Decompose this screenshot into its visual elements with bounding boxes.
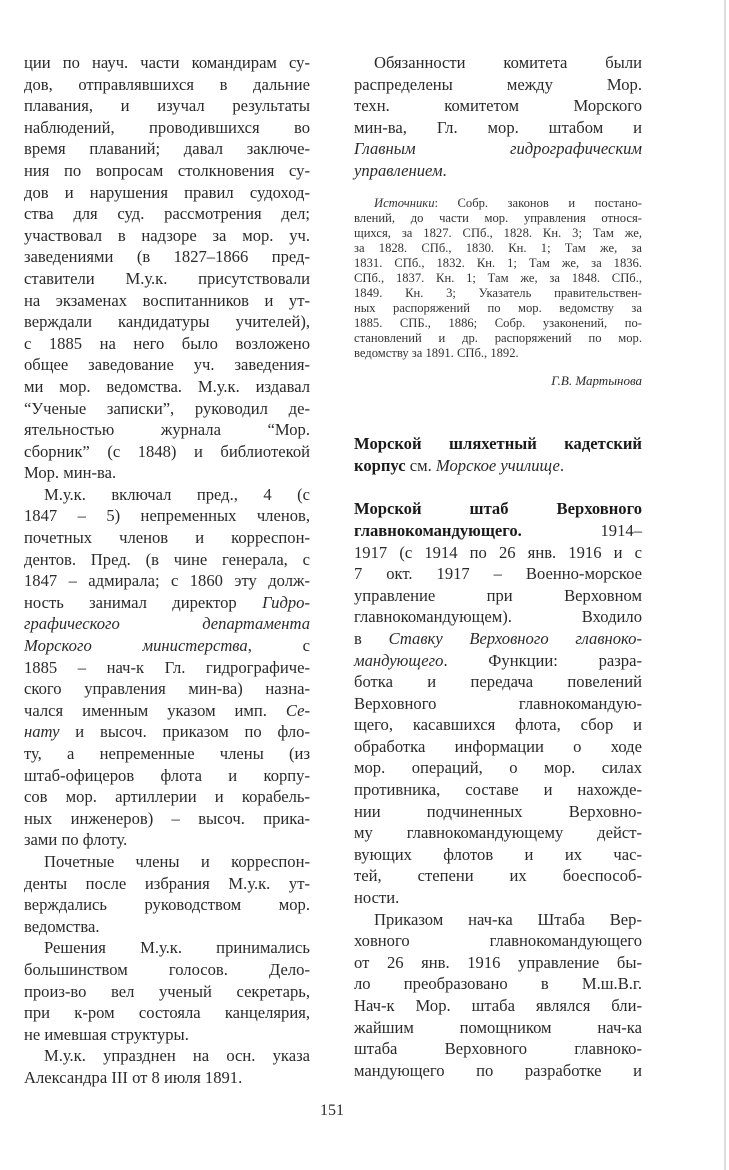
text-span: дов и нарушения правил судоход- (24, 182, 310, 202)
text-span: наблюдений, проводившихся во (24, 117, 310, 137)
text-line (24, 117, 310, 139)
text-line (354, 606, 642, 628)
text-span: верждали кандидатуры учителей), (24, 312, 310, 332)
text-span: ло преобразовано в М.ш.В.г. (354, 974, 642, 994)
page-edge-divider (724, 0, 726, 1170)
text-line (24, 657, 310, 679)
page-number: 151 (320, 1102, 344, 1119)
text-span: щихся, за 1827. СПб., 1828. Кн. 3; Там же, (354, 225, 642, 240)
text-span: , с (247, 636, 310, 656)
entry-heading (354, 498, 642, 908)
sources-block (354, 196, 642, 361)
text-line (354, 498, 642, 520)
text-span: ставители М.у.к. присутствовали (24, 268, 310, 288)
text-line (24, 182, 310, 204)
text-span: мор. операций, о мор. силах (354, 758, 642, 778)
text-span: техн. комитетом Морского (354, 96, 642, 116)
text-line (24, 808, 310, 830)
text-line (354, 211, 642, 226)
author-signature (354, 370, 642, 392)
text-line (24, 527, 310, 549)
text-line (354, 887, 642, 909)
text-line (24, 398, 310, 420)
text-span: на экзаменах воспитанников и ут- (24, 290, 310, 310)
text-line (24, 1002, 310, 1024)
text-span: с 1885 на него было возложено (24, 333, 310, 353)
text-line (24, 354, 310, 376)
text-line (24, 743, 310, 765)
paragraph (354, 52, 642, 182)
text-span: му главнокомандующему дейст- (354, 823, 642, 843)
entry-heading (354, 433, 642, 476)
italic-text: управлением (354, 160, 443, 180)
italic-text: нату (24, 722, 60, 742)
text-line (354, 433, 642, 455)
paragraph (24, 937, 310, 1045)
text-line (24, 246, 310, 268)
bold-term: Морской штаб Верховного (354, 499, 642, 519)
text-span: штаб-офицеров флота и корпу- (24, 765, 310, 785)
text-line (354, 714, 642, 736)
text-span: Мор. мин-ва. (24, 463, 117, 483)
paragraph (24, 1045, 310, 1088)
text-line (354, 585, 642, 607)
text-span: ту, а непременные члены (из (24, 744, 310, 763)
left-text-column (24, 52, 310, 1089)
bold-term: главнокомандующего. (354, 520, 522, 540)
paragraph (354, 909, 642, 1082)
text-span: мандующего по разработке и (354, 1060, 642, 1080)
text-span: управление при Верховном (354, 585, 642, 605)
text-line (24, 138, 310, 160)
italic-text: графического департамента (24, 614, 310, 634)
text-line (24, 203, 310, 225)
text-span: ности. (354, 888, 400, 908)
text-line (24, 160, 310, 182)
text-line (354, 995, 642, 1017)
text-line (354, 801, 642, 823)
text-line (24, 484, 310, 506)
text-span: главнокомандующем). Входило (354, 607, 642, 627)
text-line (24, 613, 310, 635)
text-line (354, 952, 642, 974)
text-line (24, 700, 310, 722)
text-line (354, 370, 642, 392)
text-line (354, 520, 642, 542)
text-span: ми мор. ведомства. М.у.к. издавал (24, 376, 310, 396)
text-line (354, 196, 642, 211)
text-span: денты после избрания М.у.к. ут- (24, 873, 310, 893)
text-span: участвовал в надзоре за мор. уч. (24, 225, 310, 245)
text-span: в (354, 628, 389, 648)
text-span: . (559, 455, 564, 475)
text-span: ния по вопросам столкновения су- (24, 160, 310, 180)
italic-text: Морского министерства (24, 636, 248, 656)
text-line (354, 346, 642, 361)
text-span: большинством голосов. Дело- (24, 959, 310, 979)
text-span: чался именным указом имп. (24, 700, 286, 720)
text-line (24, 829, 310, 851)
text-line (24, 333, 310, 355)
paragraph (24, 851, 310, 937)
text-line (354, 1017, 642, 1039)
text-line (354, 117, 642, 139)
text-span: влений, до части мор. управления относя- (354, 210, 642, 225)
text-line (354, 736, 642, 758)
text-span: штаба Верховного главноко- (354, 1039, 642, 1059)
text-line (354, 1038, 642, 1060)
text-span: мин-ва, Гл. мор. штабом и (354, 117, 642, 137)
text-span: ятельностью журнала “Мор. (24, 420, 310, 440)
text-span: : Собр. законов и постано- (434, 195, 642, 210)
text-span: Обязанности комитета были (374, 53, 642, 72)
text-line (24, 937, 310, 959)
text-line (354, 973, 642, 995)
text-span: дентов. Пред. (в чине генерала, с (24, 549, 310, 569)
text-line (24, 786, 310, 808)
text-span: ства для суд. рассмотрения дел; (24, 204, 310, 224)
text-span: 1847 – адмирала; с 1860 эту долж- (24, 571, 310, 591)
text-line (24, 765, 310, 787)
text-span: ботка и передача повелений (354, 672, 642, 692)
text-line (354, 671, 642, 693)
text-span: ского управления мин-ва) назна- (24, 679, 310, 699)
text-span: сборник” (с 1848) и библиотекой (24, 441, 310, 461)
text-line (354, 74, 642, 96)
text-line (24, 268, 310, 290)
text-line (354, 286, 642, 301)
text-span: 7 окт. 1917 – Военно-морское (354, 564, 642, 584)
text-span: сов мор. артиллерии и корабель- (24, 787, 310, 807)
text-line (354, 779, 642, 801)
text-line (24, 290, 310, 312)
text-span: 1914– (521, 520, 642, 540)
text-line (354, 542, 642, 564)
text-line (24, 873, 310, 895)
text-span: 1847 – 5) непременных членов, (24, 506, 310, 526)
text-span: распределены между Мор. (354, 74, 642, 94)
text-span: Решения М.у.к. принимались (44, 938, 310, 958)
text-span: 1885. СПБ., 1886; Собр. узаконений, по- (354, 315, 642, 330)
text-span: вующих флотов и их час- (354, 844, 642, 864)
text-line (24, 441, 310, 463)
text-line (354, 650, 642, 672)
text-line (24, 916, 310, 938)
text-line (24, 1045, 310, 1067)
text-span: Нач-к Мор. штаба являлся бли- (354, 996, 642, 1015)
text-span: тей, степени их боеспособ- (354, 866, 642, 886)
text-span: не имевшая структуры. (24, 1024, 189, 1044)
text-line (24, 851, 310, 873)
text-line (24, 95, 310, 117)
text-span: почетных членов и корреспон- (24, 528, 310, 548)
text-span: за 1828. СПб., 1830. Кн. 1; Там же, за (354, 240, 642, 255)
text-line (24, 376, 310, 398)
text-span: произ-во вел ученый секретарь, (24, 981, 310, 1001)
text-span: время плаваний; давал заключе- (24, 139, 310, 159)
text-span: 1885 – нач-к Гл. гидрографиче- (24, 657, 310, 677)
text-span: Приказом нач-ка Штаба Вер- (374, 909, 642, 929)
text-line (24, 959, 310, 981)
text-span: зами по флоту. (24, 830, 128, 850)
text-span: СПб., 1837. Кн. 1; Там же, за 1848. СПб., (354, 270, 642, 285)
italic-text: Морское училище (435, 455, 560, 475)
text-span: М.у.к. включал пред., 4 (с (44, 484, 310, 504)
text-line (24, 462, 310, 484)
text-line (24, 52, 310, 74)
text-span: . Функции: разра- (443, 650, 642, 670)
text-span: общее заведование уч. заведения- (24, 355, 310, 375)
text-span: противника, составе и нахожде- (354, 780, 642, 800)
text-line (24, 549, 310, 571)
text-line (354, 693, 642, 715)
text-span: Верховного главнокомандую- (354, 693, 642, 713)
text-span: “Ученые записки”, руководил де- (24, 398, 310, 418)
text-line (354, 455, 642, 477)
text-span: Александра III от 8 июля 1891. (24, 1067, 243, 1087)
text-line (24, 635, 310, 657)
text-line (24, 419, 310, 441)
text-span: см. (405, 455, 436, 475)
text-span: ции по науч. части командирам су- (24, 53, 310, 72)
text-line (24, 1024, 310, 1046)
text-span: . (442, 160, 447, 180)
text-line (354, 256, 642, 271)
text-line (24, 592, 310, 614)
text-span: плавания, и изучал результаты (24, 96, 310, 116)
text-line (354, 271, 642, 286)
text-span: ных инженеров) – высоч. прика- (24, 808, 310, 828)
text-line (24, 721, 310, 743)
bold-term: корпус (354, 455, 406, 475)
text-span: М.у.к. упразднен на осн. указа (44, 1046, 310, 1066)
text-line (354, 52, 642, 74)
text-span: от 26 янв. 1916 управление бы- (354, 952, 642, 972)
text-span: Почетные члены и корреспон- (44, 851, 310, 871)
text-line (24, 225, 310, 247)
text-span: жайшим помощником нач-ка (354, 1017, 642, 1037)
text-line (354, 1060, 642, 1082)
text-span: верждались руководством мор. (24, 895, 310, 915)
right-text-column (354, 52, 642, 1081)
text-span: ных распоряжений по мор. ведомству за (354, 300, 642, 315)
text-span: нии подчиненных Верховно- (354, 801, 642, 821)
text-line (24, 678, 310, 700)
italic-text: Источники (374, 195, 435, 210)
text-line (354, 316, 642, 331)
text-line (354, 95, 642, 117)
text-line (24, 894, 310, 916)
italic-text: мандующего (354, 650, 444, 670)
text-span: ведомству за 1891. СПб., 1892. (354, 345, 519, 360)
text-line (354, 138, 642, 160)
text-line (354, 160, 642, 182)
text-line (24, 311, 310, 333)
text-line (354, 865, 642, 887)
text-span: ховного главнокомандующего (354, 931, 642, 951)
text-span: 1917 (с 1914 по 26 янв. 1916 и с (354, 542, 642, 562)
text-line (24, 74, 310, 96)
italic-text: Ставку Верховного главноко- (388, 628, 643, 648)
paragraph (24, 484, 310, 851)
text-span: ведомства. (24, 916, 100, 936)
text-line (354, 822, 642, 844)
text-line (354, 844, 642, 866)
text-line (24, 505, 310, 527)
text-line (24, 1067, 310, 1089)
italic-text: Г.В. Мартынова (551, 372, 642, 388)
text-line (354, 563, 642, 585)
text-span: при к-ром состояла канцелярия, (24, 1003, 310, 1023)
text-span: и высоч. приказом по фло- (59, 722, 310, 742)
text-line (24, 981, 310, 1003)
text-span: щего, касавшихся флота, сбор и (354, 715, 642, 735)
italic-text: Главным гидрографическим (354, 139, 642, 159)
text-span: 1849. Кн. 3; Указатель правительствен- (354, 285, 642, 300)
text-span: 1831. СПб., 1832. Кн. 1; Там же, за 1836. (354, 255, 642, 270)
text-line (354, 241, 642, 256)
text-line (354, 331, 642, 346)
italic-text: Се- (285, 700, 310, 720)
text-line (354, 909, 642, 931)
text-span: обработка информации о ходе (354, 736, 642, 756)
text-line (354, 757, 642, 779)
text-span: ность занимал директор (24, 592, 263, 612)
text-line (354, 628, 642, 650)
italic-text: Гидро- (262, 592, 310, 612)
text-line (354, 301, 642, 316)
text-span: дов, отправлявшихся в дальние (24, 74, 310, 94)
text-line (354, 226, 642, 241)
bold-term: Морской шляхетный кадетский (354, 434, 642, 454)
text-line (24, 570, 310, 592)
text-span: становлений и др. распоряжений по мор. (354, 330, 642, 345)
text-line (354, 930, 642, 952)
paragraph (24, 52, 310, 484)
text-span: заведениями (в 1827–1866 пред- (24, 247, 310, 267)
